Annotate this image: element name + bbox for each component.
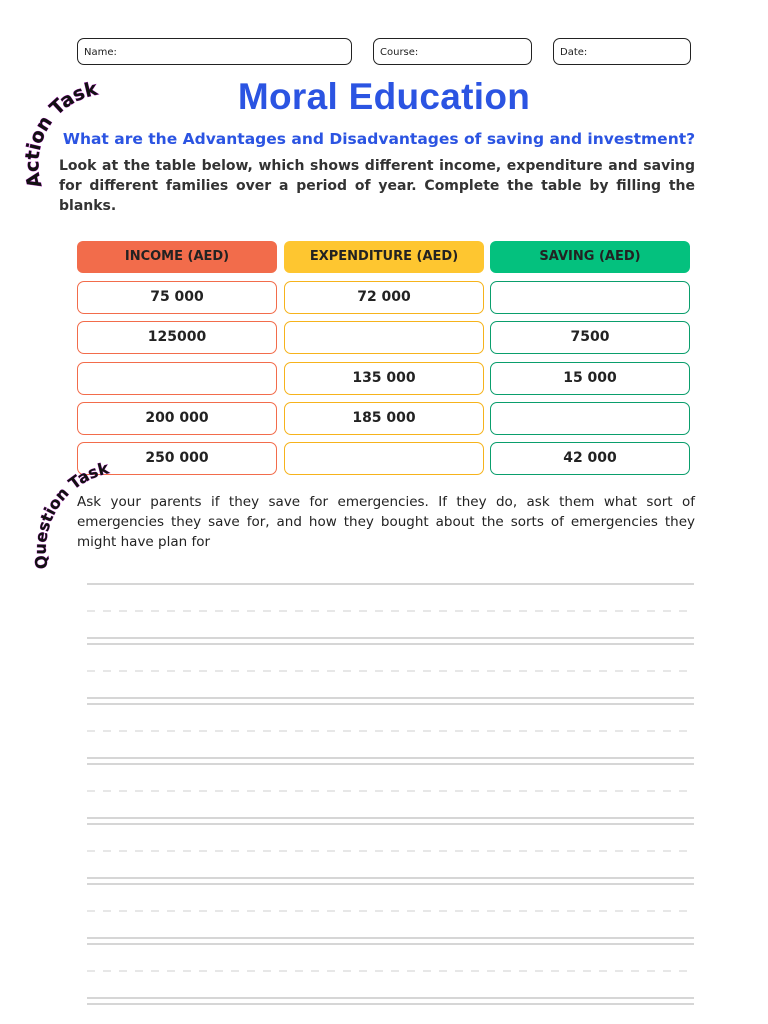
action-task-label: Action Task: [21, 77, 100, 190]
instructions-text: Look at the table below, which shows different income, expenditure and saving for different families over a period of year. Complete the table by filling the blanks.: [59, 158, 695, 214]
income-header-label: INCOME (AED): [124, 249, 230, 264]
income-cell[interactable]: 250 000: [77, 442, 277, 475]
expenditure-header-label: EXPENDITURE (AED): [309, 249, 459, 264]
question-task-text: Ask your parents if they save for emergencies. If they do, ask them what sort of emergencies they save for, and how they bought about the sorts of emergencies they might have plan for: [77, 494, 695, 550]
expenditure-cell[interactable]: 72 000: [284, 281, 484, 314]
saving-cell[interactable]: 7500: [490, 321, 690, 354]
expenditure-cell[interactable]: 135 000: [284, 362, 484, 395]
date-label: Date:: [560, 47, 588, 58]
saving-cell[interactable]: 42 000: [490, 442, 690, 475]
page-title: Moral Education: [237, 76, 531, 117]
saving-header-label: SAVING (AED): [539, 249, 641, 264]
income-cell[interactable]: 200 000: [77, 402, 277, 435]
question-heading: What are the Advantages and Disadvantages of saving and investment?: [62, 130, 696, 148]
question-task-label: Question Task: [30, 458, 111, 571]
income-cell[interactable]: 75 000: [77, 281, 277, 314]
expenditure-cell[interactable]: 185 000: [284, 402, 484, 435]
name-label: Name:: [84, 47, 117, 58]
course-label: Course:: [380, 47, 419, 58]
income-cell[interactable]: 125000: [77, 321, 277, 354]
saving-cell[interactable]: 15 000: [490, 362, 690, 395]
